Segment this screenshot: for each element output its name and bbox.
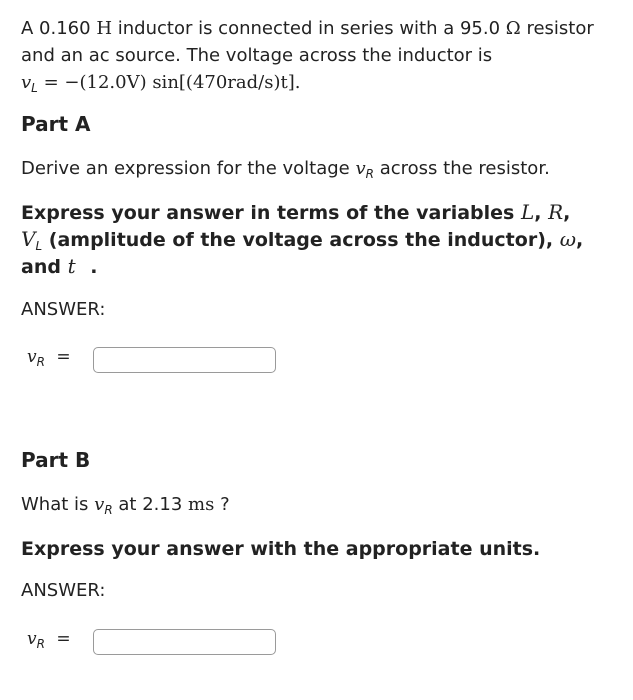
unit-ms: ms bbox=[188, 494, 215, 515]
vl-symbol: v bbox=[21, 72, 32, 93]
part-b-lhs bbox=[27, 629, 71, 651]
vr-subscript: R bbox=[365, 167, 374, 181]
vl-subscript: L bbox=[31, 81, 38, 95]
vl-expression: = −(12.0V) sin[(470rad/s)t]. bbox=[43, 72, 301, 93]
lhs-symbol: v bbox=[27, 629, 37, 649]
var-L: L bbox=[520, 200, 535, 224]
part-b-answer-input[interactable] bbox=[93, 629, 276, 655]
unit-henry: H bbox=[96, 18, 113, 39]
question-text: at 2.13 bbox=[118, 494, 183, 515]
lhs-subscript: R bbox=[36, 355, 45, 369]
var-R: R bbox=[548, 200, 564, 224]
part-a-heading: Part A bbox=[21, 112, 91, 136]
var-omega: ω bbox=[559, 227, 577, 251]
unit-ohm: Ω bbox=[505, 18, 521, 39]
part-a-answer-input[interactable] bbox=[93, 347, 276, 373]
var-t: t bbox=[67, 254, 76, 278]
question-text: What is bbox=[21, 494, 89, 515]
part-b-instruction: Express your answer with the appropriate units. bbox=[21, 538, 541, 560]
problem-text: A 0.160 bbox=[21, 18, 91, 39]
part-a-question bbox=[21, 156, 550, 187]
problem-line-2: and an ac source. The voltage across the inductor is bbox=[21, 45, 493, 66]
var-VL-sub: L bbox=[35, 239, 43, 253]
var-VL: V bbox=[21, 227, 36, 251]
lhs-subscript: R bbox=[36, 637, 45, 651]
part-a-answer-label: ANSWER: bbox=[21, 299, 106, 320]
instruction-text: (amplitude of the voltage across the inductor), bbox=[48, 229, 554, 251]
vr-subscript: R bbox=[104, 503, 113, 517]
punct: , bbox=[576, 229, 584, 251]
vr-symbol: v bbox=[94, 494, 105, 515]
instruction-text: and bbox=[21, 256, 61, 278]
part-a-instruction-line-3 bbox=[21, 253, 97, 280]
punct: . bbox=[90, 256, 98, 278]
part-b-question bbox=[21, 492, 230, 523]
vr-symbol: v bbox=[355, 158, 366, 179]
part-b-answer-label: ANSWER: bbox=[21, 580, 106, 601]
equals-sign: = bbox=[56, 629, 71, 649]
instruction-text: Express your answer in terms of the variables bbox=[21, 202, 515, 224]
punct: ? bbox=[220, 494, 230, 515]
part-a-lhs bbox=[27, 347, 71, 369]
part-b-heading: Part B bbox=[21, 448, 91, 472]
problem-line-1 bbox=[21, 16, 594, 42]
problem-text: resistor bbox=[526, 18, 594, 39]
equals-sign: = bbox=[56, 347, 71, 367]
lhs-symbol: v bbox=[27, 347, 37, 367]
question-text: across the resistor. bbox=[379, 158, 550, 179]
punct: , bbox=[563, 202, 571, 224]
question-text: Derive an expression for the voltage bbox=[21, 158, 350, 179]
problem-line-3 bbox=[21, 70, 300, 101]
problem-text: inductor is connected in series with a 95.0 bbox=[117, 18, 501, 39]
part-a-instruction-line-2 bbox=[21, 226, 583, 259]
part-a-instruction-line-1 bbox=[21, 199, 570, 226]
punct: , bbox=[534, 202, 542, 224]
